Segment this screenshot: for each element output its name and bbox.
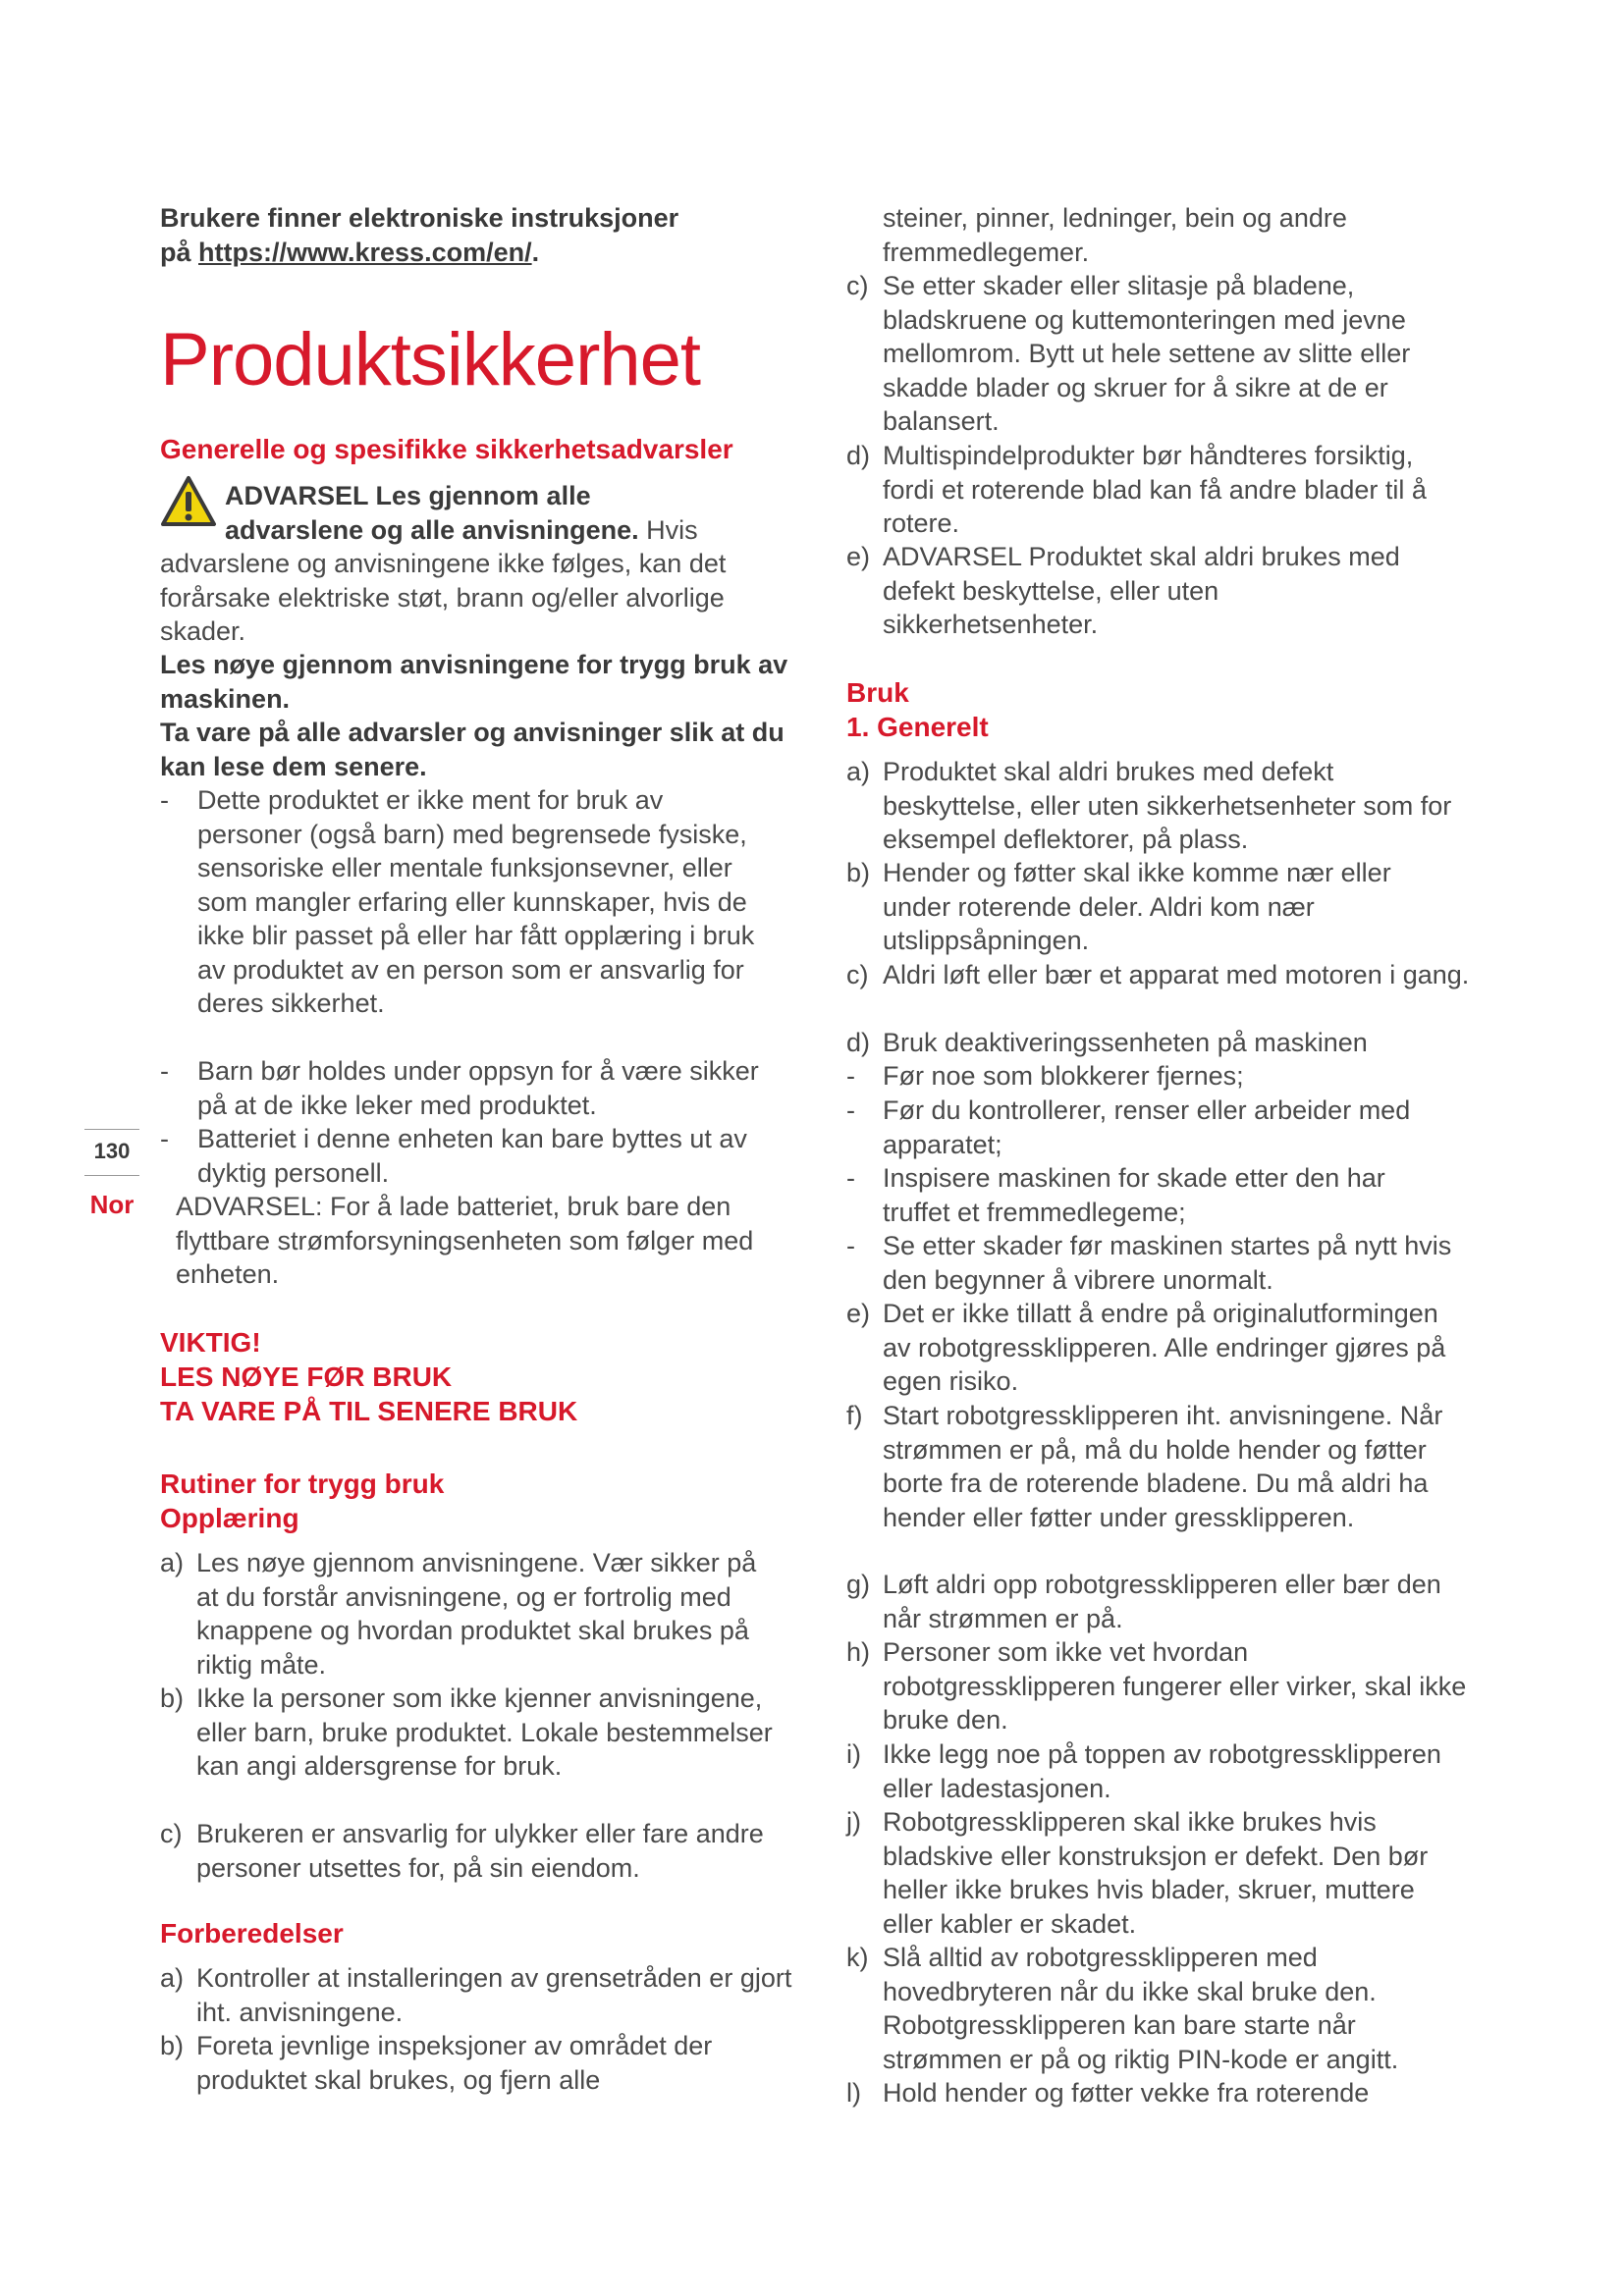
list-item: c) Brukeren er ansvarlig for ulykker eller fare andre personer utsettes for, på sin eiendom. (160, 1819, 764, 1883)
routines-heading: Rutiner for trygg bruk (160, 1468, 445, 1499)
list-item: b) Ikke la personer som ikke kjenner anvisningene, eller barn, bruke produktet. Lokale bestemmelser kan angi aldersgrense for bruk. (160, 1683, 773, 1781)
list-item: - Før noe som blokkerer fjernes; (846, 1061, 1244, 1091)
kress-link[interactable]: https://www.kress.com/en/ (198, 237, 532, 267)
list-item: - Inspisere maskinen for skade etter den har truffet et fremmedlegeme; (846, 1163, 1385, 1227)
list-item: k) Slå alltid av robotgressklipperen med hovedbryteren når du ikke skal bruke den. Robotgressklipperen kan bare starte når strømmen er på og riktig PIN-kode er angitt. (846, 1943, 1399, 2074)
list-item: c) Aldri løft eller bær et apparat med motoren i gang. (846, 960, 1470, 989)
page-number-rule-bottom (84, 1175, 139, 1176)
important-notice: VIKTIG! LES NØYE FØR BRUK TA VARE PÅ TIL SENERE BRUK (160, 1327, 578, 1426)
list-item: a) Produktet skal aldri brukes med defekt beskyttelse, eller uten sikkerhetsenheter som for eksempel deflektorer, på plass. (846, 757, 1452, 854)
training-heading: Opplæring (160, 1503, 299, 1533)
list-item: g) Løft aldri opp robotgressklipperen eller bær den når strømmen er på. (846, 1570, 1441, 1633)
list-item: e) ADVARSEL Produktet skal aldri brukes med defekt beskyttelse, eller uten sikkerhetsenheter. (846, 542, 1400, 639)
use-heading: Bruk (846, 677, 909, 708)
list-item: - Se etter skader før maskinen startes på nytt hvis den begynner å vibrere unormalt. (846, 1231, 1452, 1295)
list-item: c) Se etter skader eller slitasje på bladene, bladskruene og kuttemonteringen med jevne mellomrom. Bytt ut hele settene av slitte eller skadde blader og skruer for å sikre at de er balansert. (846, 271, 1411, 436)
list-item: l) Hold hender og føtter vekke fra roterende (846, 2078, 1370, 2108)
bold-note-2: Ta vare på alle advarsler og anvisninger slik at du kan lese dem senere. (160, 718, 785, 781)
list-item: - Før du kontrollerer, renser eller arbeider med apparatet; (846, 1095, 1411, 1159)
list-item: e) Det er ikke tillatt å endre på originalutformingen av robotgressklipperen. Alle endringer gjøres på egen risiko. (846, 1299, 1446, 1396)
warning-block: ADVARSEL Les gjennom alle advarslene og alle anvisningene. Hvis advarslene og anvisningene ikke følges, kan det forårsake elektriske støt, brann og/eller alvorlige skader. (160, 479, 798, 649)
list-item: a) Les nøye gjennom anvisningene. Vær sikker på at du forstår anvisningene, og er fortrolig med knappene og hvordan produktet skal brukes på riktig måte. (160, 1548, 757, 1680)
list-item: f) Start robotgressklipperen iht. anvisningene. Når strømmen er på, må du holde hender og føtter borte fra de roterende bladene. Du må aldri ha hender eller føtter under gressklipperen. (846, 1401, 1443, 1532)
dash-item: - Dette produktet er ikke ment for bruk av personer (også barn) med begrensede fysiske, sensoriske eller mentale funksjonsevner, eller som mangler erfaring eller kunnskaper, hvis de ikke blir passet på eller har fått opplæring i bruk av produktet av en person som er ansvarlig for deres sikkerhet. (160, 785, 755, 1018)
page-title: Produktsikkerhet (160, 318, 701, 401)
list-item: b) Hender og føtter skal ikke komme nær eller under roterende deler. Aldri kom nær utslippsåpningen. (846, 858, 1391, 955)
page-number-rule-top (84, 1129, 139, 1130)
general-heading: 1. Generelt (846, 712, 989, 742)
list-item: b) Foreta jevnlige inspeksjoner av området der produktet skal brukes, og fjern alle (160, 2031, 713, 2095)
list-item: j) Robotgressklipperen skal ikke brukes hvis bladskive eller konstruksjon er defekt. Den bør heller ikke brukes hvis blader, skruer, muttere eller kabler er skadet. (846, 1807, 1429, 1939)
bold-note-1: Les nøye gjennom anvisningene for trygg bruk av maskinen. (160, 650, 788, 714)
page-number: 130 (93, 1139, 131, 1163)
list-item-continued: steiner, pinner, ledninger, bein og andre fremmedlegemer. (883, 203, 1347, 267)
dash-item: - Batteriet i denne enheten kan bare byttes ut av dyktig personell. (160, 1124, 747, 1188)
list-item: d) Multispindelprodukter bør håndteres forsiktig, fordi et roterende blad kan få andre blader til å rotere. (846, 441, 1427, 538)
warning-bold-line1: ADVARSEL Les gjennom alle (225, 481, 591, 510)
list-item: a) Kontroller at installeringen av grensetråden er gjort iht. anvisningene. (160, 1963, 792, 2027)
prep-heading: Forberedelser (160, 1918, 344, 1949)
intro-text: Brukere finner elektroniske instruksjoner på https://www.kress.com/en/. (160, 203, 679, 267)
list-item: i) Ikke legg noe på toppen av robotgressklipperen eller ladestasjonen. (846, 1739, 1441, 1803)
list-item: d) Bruk deaktiveringssenheten på maskinen (846, 1028, 1368, 1057)
dash-item: - Barn bør holdes under oppsyn for å være sikker på at de ikke leker med produktet. (160, 1056, 759, 1120)
warning-bold-line2: advarslene og alle anvisningene. (225, 514, 639, 545)
list-item: h) Personer som ikke vet hvordan robotgressklipperen fungerer eller virker, skal ikke bruke den. (846, 1637, 1467, 1735)
language-tab: Nor (89, 1190, 135, 1219)
charge-warning: ADVARSEL: For å lade batteriet, bruk bare den flyttbare strømforsyningsenheten som følger med enheten. (176, 1192, 754, 1289)
section-heading: Generelle og spesifikke sikkerhetsadvarsler (160, 434, 733, 464)
